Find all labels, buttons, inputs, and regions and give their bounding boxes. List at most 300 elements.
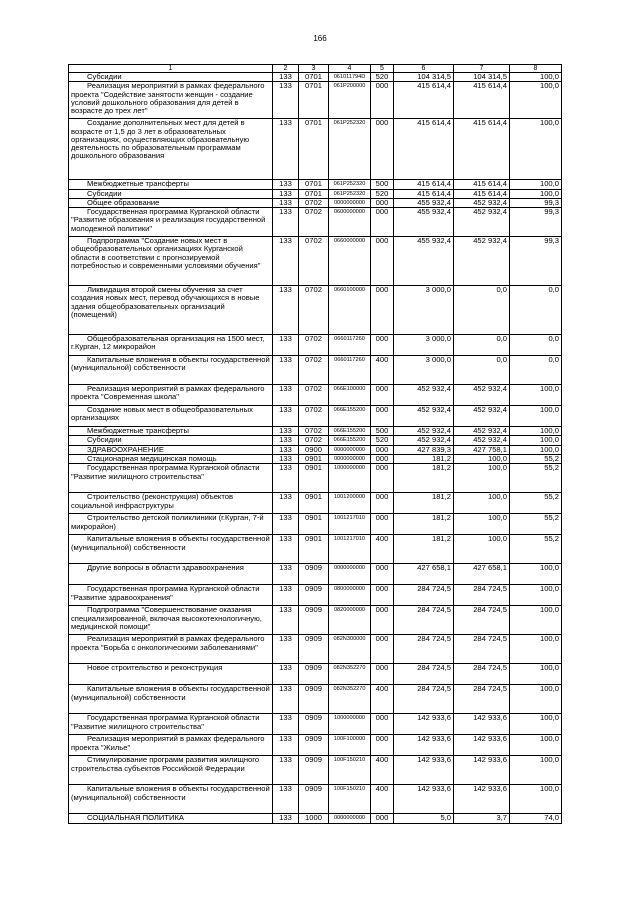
admin-code: 133 xyxy=(273,119,299,180)
table-row xyxy=(69,427,562,436)
section-code: 0701 xyxy=(299,82,329,119)
admin-code: 133 xyxy=(273,785,299,814)
execution-percent: 100,0 xyxy=(510,445,562,454)
admin-code: 133 xyxy=(273,664,299,685)
executed-amount: 0,0 xyxy=(454,335,510,356)
row-name: Подпрограмма "Совершенствование оказания специализированной, включая высокотехнологичную, медицинской помощи" xyxy=(69,606,273,635)
planned-amount: 3 000,0 xyxy=(394,335,454,356)
planned-amount: 455 932,4 xyxy=(394,208,454,237)
section-code: 0702 xyxy=(299,335,329,356)
expense-type: 000 xyxy=(371,735,394,756)
expense-type: 000 xyxy=(371,585,394,606)
row-name: Субсидии xyxy=(69,189,273,198)
execution-percent: 100,0 xyxy=(510,180,562,189)
expense-type: 000 xyxy=(371,635,394,664)
budget-table xyxy=(68,64,562,824)
table-row xyxy=(69,514,562,535)
execution-percent: 100,0 xyxy=(510,427,562,436)
expense-type: 000 xyxy=(371,286,394,335)
planned-amount: 181,2 xyxy=(394,464,454,493)
column-header: 4 xyxy=(329,65,371,73)
target-article: 1001217010 xyxy=(329,535,371,564)
planned-amount: 284 724,5 xyxy=(394,664,454,685)
section-code: 0909 xyxy=(299,606,329,635)
planned-amount: 5,0 xyxy=(394,814,454,823)
column-header: 8 xyxy=(510,65,562,73)
table-row xyxy=(69,535,562,564)
row-name: Капитальные вложения в объекты государственной (муниципальной) собственности xyxy=(69,356,273,385)
expense-type: 000 xyxy=(371,208,394,237)
planned-amount: 284 724,5 xyxy=(394,606,454,635)
expense-type: 000 xyxy=(371,514,394,535)
executed-amount: 3,7 xyxy=(454,814,510,823)
target-article: 061P252320 xyxy=(329,180,371,189)
table-row xyxy=(69,385,562,406)
row-name: Создание дополнительных мест для детей в возрасте от 1,5 до 3 лет в образовательных организациях, осуществляющих образовательную деятельность по образовательным программам дошкольного образования xyxy=(69,119,273,180)
executed-amount: 452 932,4 xyxy=(454,208,510,237)
admin-code: 133 xyxy=(273,685,299,714)
planned-amount: 455 932,4 xyxy=(394,198,454,207)
table-row xyxy=(69,208,562,237)
execution-percent: 100,0 xyxy=(510,406,562,427)
table-row xyxy=(69,406,562,427)
section-code: 0701 xyxy=(299,180,329,189)
executed-amount: 0,0 xyxy=(454,356,510,385)
planned-amount: 181,2 xyxy=(394,514,454,535)
target-article: 0800000000 xyxy=(329,585,371,606)
target-article: 0000000000 xyxy=(329,198,371,207)
expense-type: 400 xyxy=(371,685,394,714)
table-row xyxy=(69,198,562,207)
planned-amount: 427 839,3 xyxy=(394,445,454,454)
row-name: Реализация мероприятий в рамках федерального проекта "Борьба с онкологическими заболеваниями" xyxy=(69,635,273,664)
section-code: 0909 xyxy=(299,685,329,714)
column-header: 2 xyxy=(273,65,299,73)
expense-type: 000 xyxy=(371,385,394,406)
execution-percent: 100,0 xyxy=(510,189,562,198)
section-code: 0901 xyxy=(299,514,329,535)
admin-code: 133 xyxy=(273,335,299,356)
section-code: 0901 xyxy=(299,493,329,514)
target-article: 0660100000 xyxy=(329,286,371,335)
section-code: 0909 xyxy=(299,664,329,685)
section-code: 0909 xyxy=(299,785,329,814)
section-code: 0909 xyxy=(299,635,329,664)
target-article: 100F150210 xyxy=(329,785,371,814)
row-name: Ликвидация второй смены обучения за счет создания новых мест, перевод обучающихся в новые здания общеобразовательных организаций (помещений) xyxy=(69,286,273,335)
execution-percent: 99,3 xyxy=(510,198,562,207)
execution-percent: 100,0 xyxy=(510,606,562,635)
table-row xyxy=(69,585,562,606)
planned-amount: 415 614,4 xyxy=(394,189,454,198)
planned-amount: 284 724,5 xyxy=(394,585,454,606)
section-code: 0901 xyxy=(299,535,329,564)
planned-amount: 3 000,0 xyxy=(394,286,454,335)
expense-type: 520 xyxy=(371,73,394,82)
execution-percent: 100,0 xyxy=(510,73,562,82)
table-row xyxy=(69,119,562,180)
expense-type: 000 xyxy=(371,335,394,356)
execution-percent: 100,0 xyxy=(510,82,562,119)
row-name: Реализация мероприятий в рамках федерального проекта "Современная школа" xyxy=(69,385,273,406)
planned-amount: 455 932,4 xyxy=(394,237,454,286)
section-code: 1000 xyxy=(299,814,329,823)
section-code: 0702 xyxy=(299,286,329,335)
admin-code: 133 xyxy=(273,356,299,385)
expense-type: 000 xyxy=(371,564,394,585)
admin-code: 133 xyxy=(273,714,299,735)
admin-code: 133 xyxy=(273,208,299,237)
planned-amount: 284 724,5 xyxy=(394,685,454,714)
executed-amount: 415 614,4 xyxy=(454,180,510,189)
planned-amount: 427 658,1 xyxy=(394,564,454,585)
target-article: 0000000000 xyxy=(329,814,371,823)
execution-percent: 100,0 xyxy=(510,785,562,814)
executed-amount: 100,0 xyxy=(454,535,510,564)
planned-amount: 452 932,4 xyxy=(394,436,454,445)
target-article: 0660117260 xyxy=(329,335,371,356)
expense-type: 000 xyxy=(371,455,394,464)
section-code: 0901 xyxy=(299,455,329,464)
planned-amount: 415 614,4 xyxy=(394,82,454,119)
executed-amount: 415 614,4 xyxy=(454,119,510,180)
expense-type: 500 xyxy=(371,180,394,189)
target-article: 066E100000 xyxy=(329,385,371,406)
admin-code: 133 xyxy=(273,445,299,454)
admin-code: 133 xyxy=(273,198,299,207)
admin-code: 133 xyxy=(273,180,299,189)
row-name: Другие вопросы в области здравоохранения xyxy=(69,564,273,585)
execution-percent: 99,3 xyxy=(510,237,562,286)
target-article: 061011794D xyxy=(329,73,371,82)
section-code: 0909 xyxy=(299,564,329,585)
admin-code: 133 xyxy=(273,535,299,564)
section-code: 0702 xyxy=(299,208,329,237)
target-article: 0660117260 xyxy=(329,356,371,385)
admin-code: 133 xyxy=(273,606,299,635)
row-name: Государственная программа Курганской области "Развитие жилищного строительства" xyxy=(69,464,273,493)
admin-code: 133 xyxy=(273,436,299,445)
section-code: 0702 xyxy=(299,436,329,445)
execution-percent: 100,0 xyxy=(510,436,562,445)
table-row xyxy=(69,606,562,635)
admin-code: 133 xyxy=(273,82,299,119)
expense-type: 500 xyxy=(371,427,394,436)
section-code: 0909 xyxy=(299,585,329,606)
admin-code: 133 xyxy=(273,585,299,606)
execution-percent: 100,0 xyxy=(510,385,562,406)
row-name: Капитальные вложения в объекты государственной (муниципальной) собственности xyxy=(69,685,273,714)
section-code: 0702 xyxy=(299,198,329,207)
admin-code: 133 xyxy=(273,735,299,756)
section-code: 0702 xyxy=(299,356,329,385)
target-article: 066E155200 xyxy=(329,406,371,427)
section-code: 0702 xyxy=(299,237,329,286)
row-name: Межбюджетные трансферты xyxy=(69,427,273,436)
executed-amount: 284 724,5 xyxy=(454,664,510,685)
target-article: 082N300000 xyxy=(329,635,371,664)
execution-percent: 55,2 xyxy=(510,514,562,535)
column-header: 3 xyxy=(299,65,329,73)
header-row xyxy=(69,65,562,73)
target-article: 1001217010 xyxy=(329,514,371,535)
execution-percent: 0,0 xyxy=(510,356,562,385)
admin-code: 133 xyxy=(273,514,299,535)
planned-amount: 142 933,6 xyxy=(394,756,454,785)
target-article: 100F100000 xyxy=(329,735,371,756)
executed-amount: 284 724,5 xyxy=(454,606,510,635)
planned-amount: 181,2 xyxy=(394,455,454,464)
executed-amount: 452 932,4 xyxy=(454,237,510,286)
target-article: 1001200000 xyxy=(329,493,371,514)
admin-code: 133 xyxy=(273,427,299,436)
target-article: 0820000000 xyxy=(329,606,371,635)
section-code: 0900 xyxy=(299,445,329,454)
executed-amount: 427 658,1 xyxy=(454,564,510,585)
column-header: 5 xyxy=(371,65,394,73)
executed-amount: 452 932,4 xyxy=(454,427,510,436)
target-article: 1000000000 xyxy=(329,714,371,735)
planned-amount: 181,2 xyxy=(394,493,454,514)
table-row xyxy=(69,635,562,664)
target-article: 061P200000 xyxy=(329,82,371,119)
target-article: 082N352270 xyxy=(329,664,371,685)
planned-amount: 415 614,4 xyxy=(394,180,454,189)
column-header: 7 xyxy=(454,65,510,73)
admin-code: 133 xyxy=(273,73,299,82)
table-row xyxy=(69,564,562,585)
row-name: СОЦИАЛЬНАЯ ПОЛИТИКА xyxy=(69,814,273,823)
expense-type: 000 xyxy=(371,198,394,207)
column-header: 6 xyxy=(394,65,454,73)
row-name: Стационарная медицинская помощь xyxy=(69,455,273,464)
admin-code: 133 xyxy=(273,237,299,286)
executed-amount: 452 932,4 xyxy=(454,385,510,406)
executed-amount: 104 314,5 xyxy=(454,73,510,82)
row-name: Строительство (реконструкция) объектов социальной инфраструктуры xyxy=(69,493,273,514)
executed-amount: 284 724,5 xyxy=(454,635,510,664)
page-number: 166 xyxy=(313,34,327,43)
section-code: 0901 xyxy=(299,464,329,493)
table-row xyxy=(69,785,562,814)
admin-code: 133 xyxy=(273,286,299,335)
execution-percent: 55,2 xyxy=(510,464,562,493)
target-article: 0000000000 xyxy=(329,445,371,454)
expense-type: 000 xyxy=(371,464,394,493)
executed-amount: 452 932,4 xyxy=(454,198,510,207)
section-code: 0701 xyxy=(299,189,329,198)
planned-amount: 452 932,4 xyxy=(394,427,454,436)
section-code: 0702 xyxy=(299,406,329,427)
expense-type: 400 xyxy=(371,356,394,385)
target-article: 0660000000 xyxy=(329,237,371,286)
expense-type: 000 xyxy=(371,445,394,454)
column-header: 1 xyxy=(69,65,273,73)
table-row xyxy=(69,714,562,735)
admin-code: 133 xyxy=(273,493,299,514)
execution-percent: 100,0 xyxy=(510,119,562,180)
target-article: 100F150210 xyxy=(329,756,371,785)
admin-code: 133 xyxy=(273,756,299,785)
row-name: Государственная программа Курганской области "Развитие образования и реализация государственной молодежной политики" xyxy=(69,208,273,237)
target-article: 0000000000 xyxy=(329,564,371,585)
execution-percent: 55,2 xyxy=(510,455,562,464)
execution-percent: 100,0 xyxy=(510,714,562,735)
section-code: 0909 xyxy=(299,714,329,735)
admin-code: 133 xyxy=(273,385,299,406)
row-name: Капитальные вложения в объекты государственной (муниципальной) собственности xyxy=(69,535,273,564)
expense-type: 000 xyxy=(371,493,394,514)
planned-amount: 142 933,6 xyxy=(394,785,454,814)
table-row xyxy=(69,286,562,335)
target-article: 1000000000 xyxy=(329,464,371,493)
section-code: 0702 xyxy=(299,385,329,406)
executed-amount: 142 933,6 xyxy=(454,785,510,814)
execution-percent: 100,0 xyxy=(510,564,562,585)
execution-percent: 100,0 xyxy=(510,735,562,756)
execution-percent: 100,0 xyxy=(510,664,562,685)
executed-amount: 142 933,6 xyxy=(454,756,510,785)
executed-amount: 415 614,4 xyxy=(454,82,510,119)
execution-percent: 55,2 xyxy=(510,535,562,564)
row-name: ЗДРАВООХРАНЕНИЕ xyxy=(69,445,273,454)
target-article: 0000000000 xyxy=(329,455,371,464)
table-row xyxy=(69,436,562,445)
table-row xyxy=(69,189,562,198)
expense-type: 520 xyxy=(371,436,394,445)
table-row xyxy=(69,237,562,286)
admin-code: 133 xyxy=(273,564,299,585)
expense-type: 000 xyxy=(371,82,394,119)
table-row xyxy=(69,493,562,514)
target-article: 061P252320 xyxy=(329,189,371,198)
target-article: 061P252320 xyxy=(329,119,371,180)
row-name: Общеобразовательная организация на 1500 мест, г.Курган, 12 микрорайон xyxy=(69,335,273,356)
table-row xyxy=(69,685,562,714)
target-article: 066E155200 xyxy=(329,436,371,445)
executed-amount: 452 932,4 xyxy=(454,436,510,445)
executed-amount: 427 758,1 xyxy=(454,445,510,454)
expense-type: 400 xyxy=(371,535,394,564)
expense-type: 000 xyxy=(371,664,394,685)
admin-code: 133 xyxy=(273,464,299,493)
executed-amount: 142 933,6 xyxy=(454,735,510,756)
executed-amount: 142 933,6 xyxy=(454,714,510,735)
expense-type: 000 xyxy=(371,714,394,735)
planned-amount: 142 933,6 xyxy=(394,735,454,756)
expense-type: 000 xyxy=(371,237,394,286)
row-name: Новое строительство и реконструкция xyxy=(69,664,273,685)
row-name: Общее образование xyxy=(69,198,273,207)
execution-percent: 100,0 xyxy=(510,635,562,664)
row-name: Капитальные вложения в объекты государственной (муниципальной) собственности xyxy=(69,785,273,814)
executed-amount: 100,0 xyxy=(454,464,510,493)
expense-type: 000 xyxy=(371,119,394,180)
admin-code: 133 xyxy=(273,814,299,823)
row-name: Реализация мероприятий в рамках федерального проекта "Жилье" xyxy=(69,735,273,756)
table-row xyxy=(69,73,562,82)
expense-type: 000 xyxy=(371,606,394,635)
table-row xyxy=(69,814,562,823)
table-row xyxy=(69,735,562,756)
execution-percent: 100,0 xyxy=(510,756,562,785)
executed-amount: 284 724,5 xyxy=(454,685,510,714)
table-row xyxy=(69,82,562,119)
planned-amount: 452 932,4 xyxy=(394,406,454,427)
row-name: Государственная программа Курганской области "Развитие жилищного строительства" xyxy=(69,714,273,735)
execution-percent: 55,2 xyxy=(510,493,562,514)
planned-amount: 3 000,0 xyxy=(394,356,454,385)
table-row xyxy=(69,335,562,356)
admin-code: 133 xyxy=(273,635,299,664)
planned-amount: 142 933,6 xyxy=(394,714,454,735)
table-row xyxy=(69,180,562,189)
expense-type: 400 xyxy=(371,756,394,785)
section-code: 0909 xyxy=(299,735,329,756)
planned-amount: 284 724,5 xyxy=(394,635,454,664)
planned-amount: 181,2 xyxy=(394,535,454,564)
execution-percent: 100,0 xyxy=(510,585,562,606)
execution-percent: 0,0 xyxy=(510,286,562,335)
admin-code: 133 xyxy=(273,406,299,427)
section-code: 0909 xyxy=(299,756,329,785)
target-article: 082N352270 xyxy=(329,685,371,714)
admin-code: 133 xyxy=(273,189,299,198)
section-code: 0701 xyxy=(299,73,329,82)
row-name: Реализация мероприятий в рамках федерального проекта "Содействие занятости женщин - создание условий дошкольного образования для детей в возрасте до трех лет" xyxy=(69,82,273,119)
executed-amount: 415 614,4 xyxy=(454,189,510,198)
row-name: Стимулирование программ развития жилищного строительства субъектов Российской Федерации xyxy=(69,756,273,785)
planned-amount: 415 614,4 xyxy=(394,119,454,180)
execution-percent: 0,0 xyxy=(510,335,562,356)
row-name: Строительство детской поликлиники (г.Курган, 7-й микрорайон) xyxy=(69,514,273,535)
executed-amount: 452 932,4 xyxy=(454,406,510,427)
expense-type: 000 xyxy=(371,406,394,427)
executed-amount: 0,0 xyxy=(454,286,510,335)
executed-amount: 100,0 xyxy=(454,514,510,535)
expense-type: 000 xyxy=(371,814,394,823)
planned-amount: 452 932,4 xyxy=(394,385,454,406)
execution-percent: 100,0 xyxy=(510,685,562,714)
table-row xyxy=(69,455,562,464)
row-name: Субсидии xyxy=(69,436,273,445)
expense-type: 520 xyxy=(371,189,394,198)
table-body xyxy=(69,73,562,824)
section-code: 0701 xyxy=(299,119,329,180)
executed-amount: 284 724,5 xyxy=(454,585,510,606)
row-name: Создание новых мест в общеобразовательных организациях xyxy=(69,406,273,427)
executed-amount: 100,0 xyxy=(454,493,510,514)
row-name: Подпрограмма "Создание новых мест в общеобразовательных организациях Курганской области в соответствии с прогнозируемой потребностью и современными условиями обучения" xyxy=(69,237,273,286)
admin-code: 133 xyxy=(273,455,299,464)
table-row xyxy=(69,756,562,785)
expense-type: 400 xyxy=(371,785,394,814)
table-row xyxy=(69,664,562,685)
table-row xyxy=(69,464,562,493)
row-name: Субсидии xyxy=(69,73,273,82)
table-row xyxy=(69,356,562,385)
planned-amount: 104 314,5 xyxy=(394,73,454,82)
target-article: 0600000000 xyxy=(329,208,371,237)
execution-percent: 99,3 xyxy=(510,208,562,237)
row-name: Государственная программа Курганской области "Развитие здравоохранения" xyxy=(69,585,273,606)
target-article: 066E155200 xyxy=(329,427,371,436)
execution-percent: 74,0 xyxy=(510,814,562,823)
executed-amount: 100,0 xyxy=(454,455,510,464)
row-name: Межбюджетные трансферты xyxy=(69,180,273,189)
table-row xyxy=(69,445,562,454)
section-code: 0702 xyxy=(299,427,329,436)
